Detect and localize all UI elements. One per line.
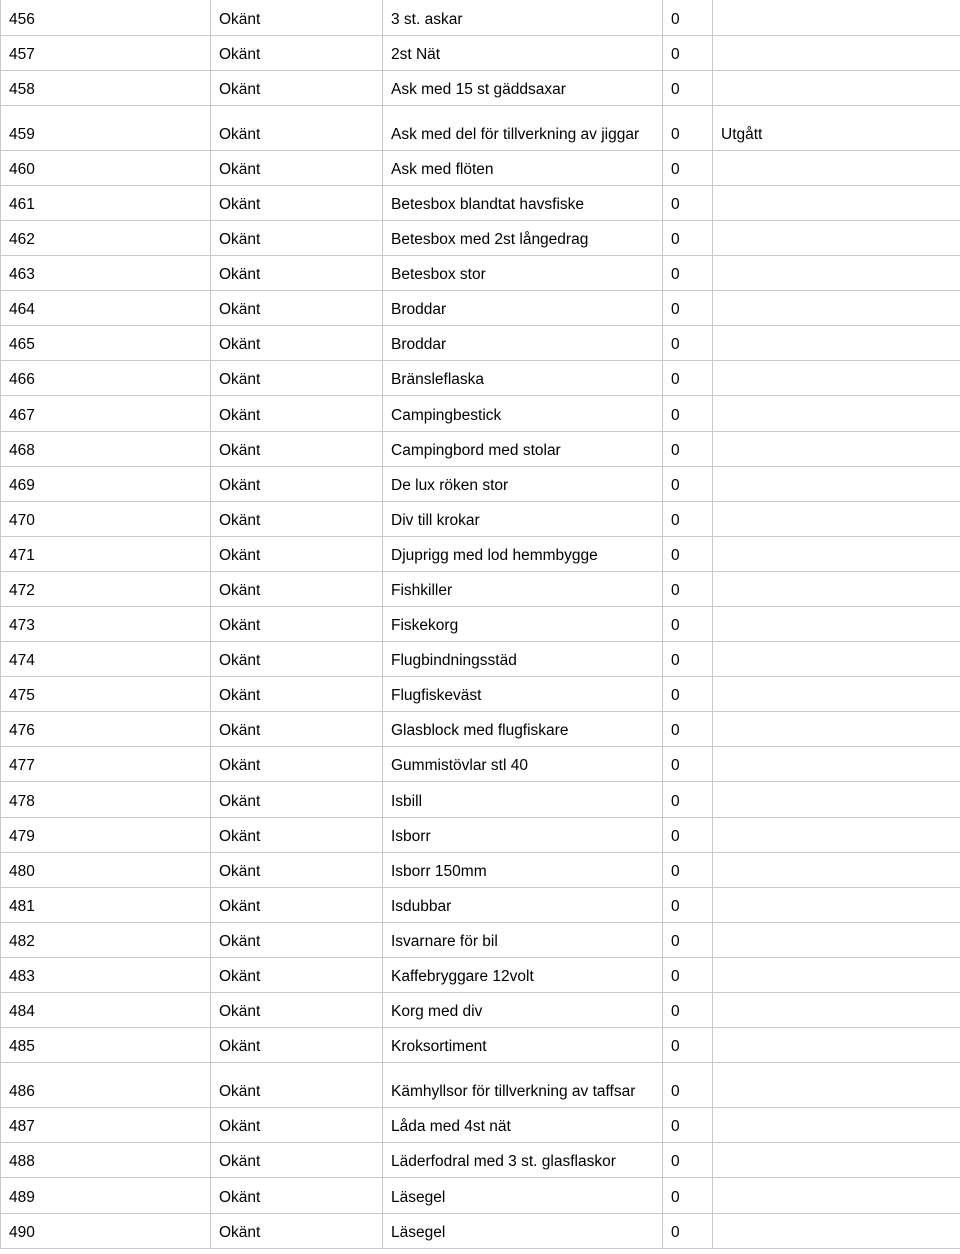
item-quantity-cell: 0 <box>663 817 713 852</box>
table-row <box>1 1178 960 1213</box>
item-note-cell <box>713 922 960 957</box>
table-row <box>1 466 960 501</box>
item-location-cell: Okänt <box>211 887 383 922</box>
table-row <box>1 712 960 747</box>
item-id-cell: 487 <box>1 1108 211 1143</box>
table-row <box>1 150 960 185</box>
item-location-cell: Okänt <box>211 817 383 852</box>
item-id-cell: 464 <box>1 291 211 326</box>
item-name-cell: Djuprigg med lod hemmbygge <box>383 536 663 571</box>
item-id-cell: 461 <box>1 185 211 220</box>
item-name-cell: Ask med del för tillverkning av jiggar <box>383 105 663 150</box>
item-quantity-cell: 0 <box>663 466 713 501</box>
item-quantity-cell: 0 <box>663 256 713 291</box>
item-name-cell: Flugfiskeväst <box>383 677 663 712</box>
item-name-cell: Isborr 150mm <box>383 852 663 887</box>
item-location-cell: Okänt <box>211 150 383 185</box>
item-location-cell: Okänt <box>211 35 383 70</box>
item-location-cell: Okänt <box>211 326 383 361</box>
item-note-cell <box>713 1178 960 1213</box>
item-note-cell <box>713 1143 960 1178</box>
table-row <box>1 1108 960 1143</box>
item-note-cell <box>713 431 960 466</box>
item-note-cell <box>713 1063 960 1108</box>
item-quantity-cell: 0 <box>663 747 713 782</box>
item-note-cell <box>713 607 960 642</box>
item-quantity-cell: 0 <box>663 326 713 361</box>
table-row <box>1 993 960 1028</box>
item-quantity-cell: 0 <box>663 607 713 642</box>
item-id-cell: 456 <box>1 0 211 35</box>
item-id-cell: 480 <box>1 852 211 887</box>
item-id-cell: 459 <box>1 105 211 150</box>
item-location-cell: Okänt <box>211 1108 383 1143</box>
table-row <box>1 1213 960 1248</box>
item-name-cell: Broddar <box>383 291 663 326</box>
item-id-cell: 465 <box>1 326 211 361</box>
table-row <box>1 0 960 35</box>
item-id-cell: 474 <box>1 642 211 677</box>
item-name-cell: De lux röken stor <box>383 466 663 501</box>
item-location-cell: Okänt <box>211 1028 383 1063</box>
item-quantity-cell: 0 <box>663 852 713 887</box>
item-quantity-cell: 0 <box>663 571 713 606</box>
item-quantity-cell: 0 <box>663 70 713 105</box>
item-id-cell: 470 <box>1 501 211 536</box>
table-row <box>1 396 960 431</box>
item-name-cell: Låda med 4st nät <box>383 1108 663 1143</box>
item-note-cell <box>713 220 960 255</box>
table-row <box>1 607 960 642</box>
table-row <box>1 782 960 817</box>
table-row <box>1 220 960 255</box>
item-location-cell: Okänt <box>211 1178 383 1213</box>
item-name-cell: Kroksortiment <box>383 1028 663 1063</box>
table-row <box>1 887 960 922</box>
item-quantity-cell: 0 <box>663 1143 713 1178</box>
item-name-cell: Korg med div <box>383 993 663 1028</box>
item-location-cell: Okänt <box>211 1143 383 1178</box>
table-row <box>1 1143 960 1178</box>
item-name-cell: Kämhyllsor för tillverkning av taffsar <box>383 1063 663 1108</box>
item-location-cell: Okänt <box>211 607 383 642</box>
item-note-cell <box>713 150 960 185</box>
item-note-cell: Utgått <box>713 105 960 150</box>
table-row <box>1 105 960 150</box>
item-name-cell: Broddar <box>383 326 663 361</box>
item-note-cell <box>713 817 960 852</box>
item-id-cell: 483 <box>1 957 211 992</box>
table-row <box>1 70 960 105</box>
item-id-cell: 482 <box>1 922 211 957</box>
item-id-cell: 490 <box>1 1213 211 1248</box>
table-row <box>1 1028 960 1063</box>
item-name-cell: Fiskekorg <box>383 607 663 642</box>
item-quantity-cell: 0 <box>663 105 713 150</box>
item-note-cell <box>713 1028 960 1063</box>
table-row <box>1 256 960 291</box>
item-note-cell <box>713 642 960 677</box>
item-quantity-cell: 0 <box>663 536 713 571</box>
item-id-cell: 485 <box>1 1028 211 1063</box>
item-note-cell <box>713 35 960 70</box>
item-id-cell: 477 <box>1 747 211 782</box>
item-id-cell: 488 <box>1 1143 211 1178</box>
item-id-cell: 469 <box>1 466 211 501</box>
item-name-cell: Isborr <box>383 817 663 852</box>
item-location-cell: Okänt <box>211 361 383 396</box>
item-quantity-cell: 0 <box>663 291 713 326</box>
item-location-cell: Okänt <box>211 220 383 255</box>
item-note-cell <box>713 852 960 887</box>
item-location-cell: Okänt <box>211 852 383 887</box>
item-quantity-cell: 0 <box>663 642 713 677</box>
table-row <box>1 431 960 466</box>
table-row <box>1 361 960 396</box>
table-row <box>1 291 960 326</box>
item-location-cell: Okänt <box>211 957 383 992</box>
table-row <box>1 326 960 361</box>
item-note-cell <box>713 571 960 606</box>
item-location-cell: Okänt <box>211 0 383 35</box>
table-row <box>1 571 960 606</box>
item-note-cell <box>713 291 960 326</box>
item-quantity-cell: 0 <box>663 677 713 712</box>
item-quantity-cell: 0 <box>663 957 713 992</box>
item-name-cell: Ask med flöten <box>383 150 663 185</box>
item-name-cell: Bränsleflaska <box>383 361 663 396</box>
item-note-cell <box>713 957 960 992</box>
item-name-cell: Flugbindningsstäd <box>383 642 663 677</box>
item-name-cell: Gummistövlar stl 40 <box>383 747 663 782</box>
item-location-cell: Okänt <box>211 1213 383 1248</box>
table-row <box>1 185 960 220</box>
table-row <box>1 642 960 677</box>
item-quantity-cell: 0 <box>663 1178 713 1213</box>
table-row <box>1 501 960 536</box>
table-row <box>1 957 960 992</box>
item-quantity-cell: 0 <box>663 922 713 957</box>
item-note-cell <box>713 1213 960 1248</box>
item-quantity-cell: 0 <box>663 431 713 466</box>
item-note-cell <box>713 1108 960 1143</box>
item-name-cell: Läderfodral med 3 st. glasflaskor <box>383 1143 663 1178</box>
item-id-cell: 471 <box>1 536 211 571</box>
item-name-cell: Isdubbar <box>383 887 663 922</box>
item-quantity-cell: 0 <box>663 396 713 431</box>
item-id-cell: 460 <box>1 150 211 185</box>
item-quantity-cell: 0 <box>663 185 713 220</box>
item-location-cell: Okänt <box>211 782 383 817</box>
item-name-cell: Betesbox blandtat havsfiske <box>383 185 663 220</box>
item-id-cell: 489 <box>1 1178 211 1213</box>
item-location-cell: Okänt <box>211 501 383 536</box>
item-location-cell: Okänt <box>211 642 383 677</box>
item-quantity-cell: 0 <box>663 712 713 747</box>
item-location-cell: Okänt <box>211 70 383 105</box>
item-name-cell: Betesbox stor <box>383 256 663 291</box>
table-row <box>1 817 960 852</box>
item-name-cell: Kaffebryggare 12volt <box>383 957 663 992</box>
item-note-cell <box>713 747 960 782</box>
item-name-cell: Läsegel <box>383 1213 663 1248</box>
item-note-cell <box>713 0 960 35</box>
item-id-cell: 468 <box>1 431 211 466</box>
item-name-cell: Isvarnare för bil <box>383 922 663 957</box>
item-quantity-cell: 0 <box>663 1213 713 1248</box>
item-location-cell: Okänt <box>211 922 383 957</box>
item-name-cell: 2st Nät <box>383 35 663 70</box>
inventory-table-body <box>1 0 960 1248</box>
item-quantity-cell: 0 <box>663 150 713 185</box>
table-row <box>1 536 960 571</box>
item-id-cell: 484 <box>1 993 211 1028</box>
item-location-cell: Okänt <box>211 677 383 712</box>
table-row <box>1 747 960 782</box>
item-note-cell <box>713 501 960 536</box>
item-id-cell: 466 <box>1 361 211 396</box>
item-note-cell <box>713 185 960 220</box>
item-id-cell: 486 <box>1 1063 211 1108</box>
item-name-cell: Isbill <box>383 782 663 817</box>
item-name-cell: Campingbord med stolar <box>383 431 663 466</box>
item-name-cell: Ask med 15 st gäddsaxar <box>383 70 663 105</box>
item-id-cell: 475 <box>1 677 211 712</box>
item-note-cell <box>713 396 960 431</box>
table-row <box>1 35 960 70</box>
item-name-cell: Betesbox med 2st långedrag <box>383 220 663 255</box>
item-quantity-cell: 0 <box>663 220 713 255</box>
table-row <box>1 677 960 712</box>
item-location-cell: Okänt <box>211 571 383 606</box>
item-note-cell <box>713 677 960 712</box>
item-location-cell: Okänt <box>211 747 383 782</box>
item-quantity-cell: 0 <box>663 35 713 70</box>
item-location-cell: Okänt <box>211 396 383 431</box>
item-name-cell: Div till krokar <box>383 501 663 536</box>
item-location-cell: Okänt <box>211 993 383 1028</box>
item-quantity-cell: 0 <box>663 1028 713 1063</box>
item-quantity-cell: 0 <box>663 501 713 536</box>
item-name-cell: Läsegel <box>383 1178 663 1213</box>
item-location-cell: Okänt <box>211 712 383 747</box>
item-quantity-cell: 0 <box>663 1063 713 1108</box>
item-id-cell: 478 <box>1 782 211 817</box>
item-id-cell: 472 <box>1 571 211 606</box>
item-location-cell: Okänt <box>211 536 383 571</box>
item-location-cell: Okänt <box>211 466 383 501</box>
item-location-cell: Okänt <box>211 185 383 220</box>
item-note-cell <box>713 361 960 396</box>
item-note-cell <box>713 466 960 501</box>
item-location-cell: Okänt <box>211 1063 383 1108</box>
item-note-cell <box>713 326 960 361</box>
table-row <box>1 922 960 957</box>
item-name-cell: Fishkiller <box>383 571 663 606</box>
item-quantity-cell: 0 <box>663 887 713 922</box>
item-name-cell: Glasblock med flugfiskare <box>383 712 663 747</box>
item-id-cell: 467 <box>1 396 211 431</box>
item-note-cell <box>713 993 960 1028</box>
item-name-cell: 3 st. askar <box>383 0 663 35</box>
item-note-cell <box>713 887 960 922</box>
table-row <box>1 1063 960 1108</box>
item-id-cell: 473 <box>1 607 211 642</box>
item-quantity-cell: 0 <box>663 1108 713 1143</box>
item-id-cell: 457 <box>1 35 211 70</box>
item-note-cell <box>713 70 960 105</box>
item-id-cell: 479 <box>1 817 211 852</box>
item-location-cell: Okänt <box>211 291 383 326</box>
item-quantity-cell: 0 <box>663 361 713 396</box>
item-note-cell <box>713 256 960 291</box>
item-note-cell <box>713 712 960 747</box>
item-location-cell: Okänt <box>211 431 383 466</box>
item-id-cell: 476 <box>1 712 211 747</box>
item-name-cell: Campingbestick <box>383 396 663 431</box>
item-location-cell: Okänt <box>211 105 383 150</box>
item-quantity-cell: 0 <box>663 993 713 1028</box>
item-id-cell: 481 <box>1 887 211 922</box>
item-quantity-cell: 0 <box>663 782 713 817</box>
item-id-cell: 458 <box>1 70 211 105</box>
item-id-cell: 462 <box>1 220 211 255</box>
table-row <box>1 852 960 887</box>
item-quantity-cell: 0 <box>663 0 713 35</box>
item-note-cell <box>713 536 960 571</box>
item-id-cell: 463 <box>1 256 211 291</box>
item-location-cell: Okänt <box>211 256 383 291</box>
item-note-cell <box>713 782 960 817</box>
